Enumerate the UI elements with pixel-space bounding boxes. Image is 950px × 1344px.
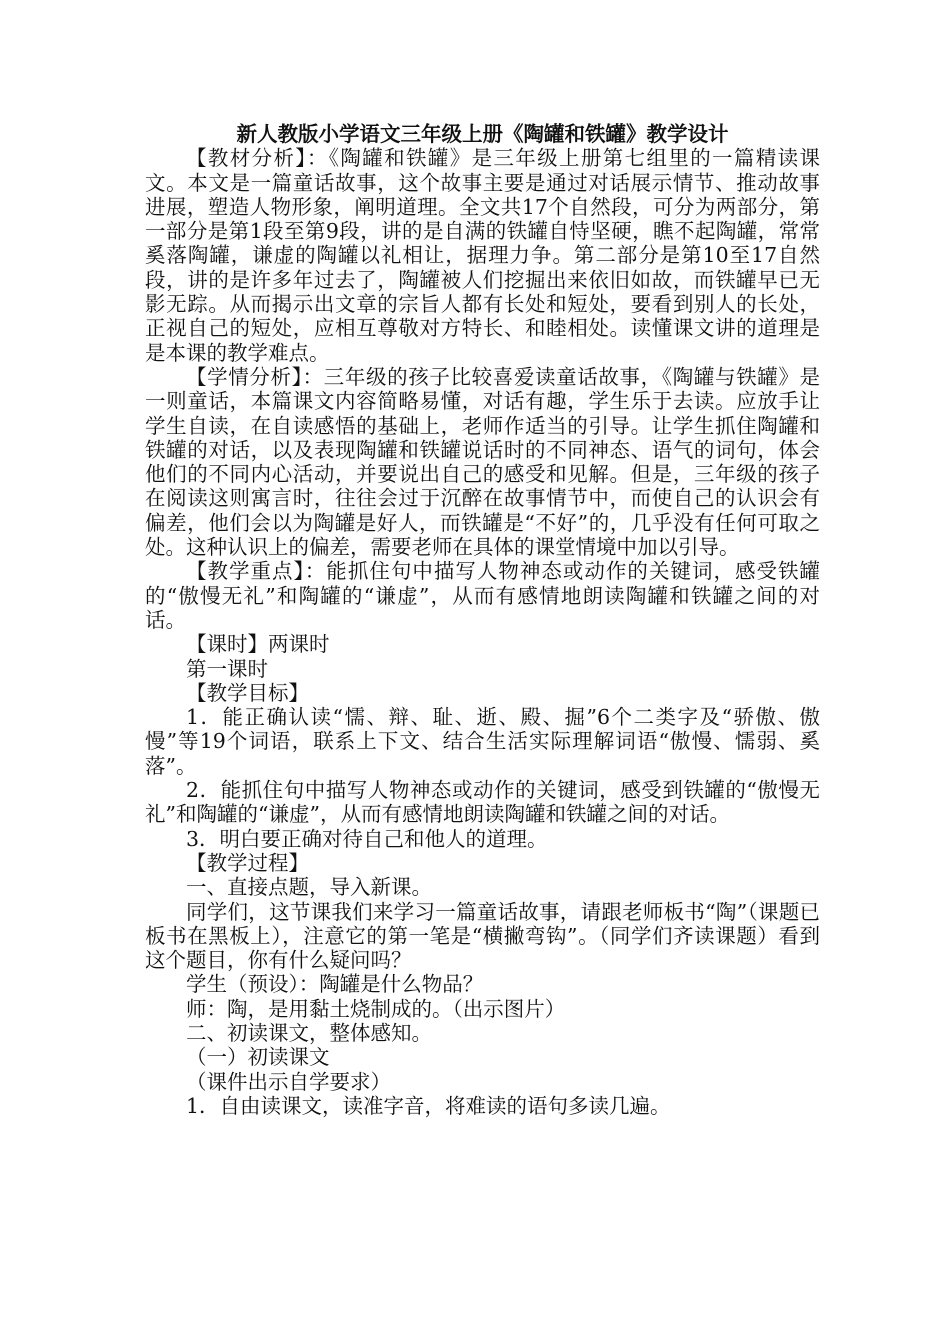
paragraph-teacher-explain: 师：陶，是用黏土烧制成的。（出示图片）	[186, 996, 566, 1021]
paragraph-process-heading: 【教学过程】	[186, 850, 309, 875]
paragraph-courseware-note: （课件出示自学要求）	[186, 1069, 391, 1094]
paragraph-goal-2: 2．能抓住句中描写人物神态或动作的关键词，感受到铁罐的“傲慢无礼”和陶罐的“谦虚”，从而有感情地朗读陶罐和铁罐之间的对话。	[145, 778, 820, 827]
paragraph-class-hours: 【课时】两课时	[186, 632, 330, 657]
paragraph-student-analysis: 【学情分析】：三年级的孩子比较喜爱读童话故事，《陶罐与铁罐》是一则童话，本篇课文内容简略易懂，对话有趣，学生乐于去读。应放手让学生自读，在自读感悟的基础上，老师作适当的引导。让学生抓住陶罐和铁罐的对话，以及表现陶罐和铁罐说话时的不同神态、语气的词句，体会他们的不同内心活动，并要说出自己的感受和见解。但是，三年级的孩子在阅读这则寓言时，往往会过于沉醉在故事情节中，而使自己的认识会有偏差，他们会以为陶罐是好人，而铁罐是“不好”的，几乎没有任何可取之处。这种认识上的偏差，需要老师在具体的课堂情境中加以引导。	[145, 364, 820, 560]
paragraph-textbook-analysis: 【教材分析】：《陶罐和铁罐》是三年级上册第七组里的一篇精读课文。本文是一篇童话故事，这个故事主要是通过对话展示情节、推动故事进展，塑造人物形象，阐明道理。全文共17个自然段，可分为两部分，第一部分是第1段至第9段，讲的是自满的铁罐自恃坚硬，瞧不起陶罐，常常奚落陶罐，谦虚的陶罐以礼相让，据理力争。第二部分是第10至17自然段，讲的是许多年过去了，陶罐被人们挖掘出来依旧如故，而铁罐早已无影无踪。从而揭示出文章的宗旨人都有长处和短处，要看到别人的长处，正视自己的短处，应相互尊敬对方特长、和睦相处。读懂课文讲的道理是是本课的教学难点。	[145, 146, 820, 365]
paragraph-goal-1: 1．能正确认读“懦、辩、耻、逝、殿、掘”6个二类字及“骄傲、傲慢”等19个词语，联系上下文、结合生活实际理解词语“傲慢、懦弱、奚落”。	[145, 705, 820, 778]
paragraph-student-preset: 学生（预设）：陶罐是什么物品？	[186, 972, 484, 997]
paragraph-step-2: 二、初读课文，整体感知。	[186, 1020, 432, 1045]
paragraph-substep-1: （一）初读课文	[186, 1045, 330, 1070]
document-page	[145, 122, 820, 1118]
paragraph-read-instruction-1: 1．自由读课文，读准字音，将难读的语句多读几遍。	[186, 1093, 671, 1118]
paragraph-first-lesson: 第一课时	[186, 656, 268, 681]
paragraph-teaching-goals-heading: 【教学目标】	[186, 680, 309, 705]
paragraph-step-1: 一、直接点题，导入新课。	[186, 875, 432, 900]
paragraph-intro-speech: 同学们，这节课我们来学习一篇童话故事，请跟老师板书“陶”（课题已板书在黑板上），注意它的第一笔是“横撇弯钩”。（同学们齐读课题）看到这个题目，你有什么疑问吗？	[145, 899, 820, 973]
document-title: 新人教版小学语文三年级上册《陶罐和铁罐》教学设计	[236, 122, 729, 146]
paragraph-teaching-focus: 【教学重点】：能抓住句中描写人物神态或动作的关键词，感受铁罐的“傲慢无礼”和陶罐的“谦虚”，从而有感情地朗读陶罐和铁罐之间的对话。	[145, 559, 820, 632]
paragraph-goal-3: 3．明白要正确对待自己和他人的道理。	[186, 826, 548, 851]
